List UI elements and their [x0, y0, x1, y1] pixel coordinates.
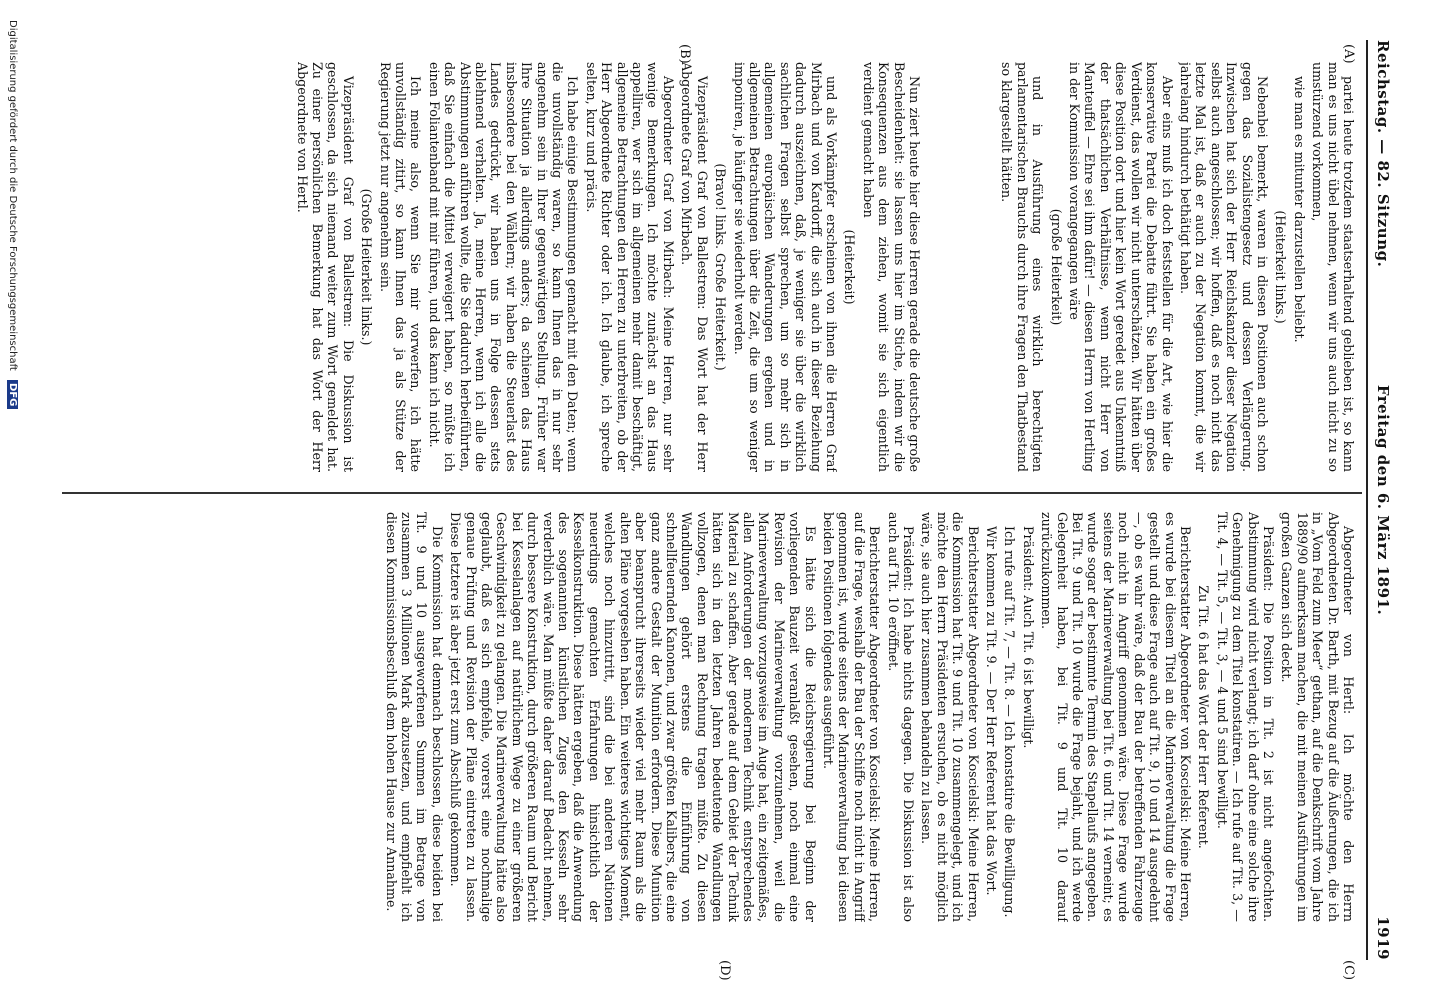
paragraph: und als Vorkämpfer erscheinen von ihnen die Herren Graf Mirbach und von Kardorff, die sich auch in dieser Beziehung dadurch auszeichnen, daß, je weniger sie über die wirklich sachlichen Fragen selbst sprechen, um so mehr sich in allgemeinen europäischen Wanderungen ergehen und in allgemeinen Betrachtungen über die Zeit, die um so weniger imponiren, je häufiger sie wiederholt werden. — [731, 62, 839, 472]
credit-text: Digitalisierung gefördert durch die Deutsche Forschungsgemeinschaft — [7, 20, 18, 371]
header-left: Reichstag. — 82. Sitzung. — [1374, 40, 1392, 268]
page-number: 1919 — [1374, 916, 1392, 960]
page-header — [1370, 40, 1392, 960]
left-column-bottom — [62, 62, 922, 472]
margin-marker-d: (D) — [717, 960, 732, 981]
interjection: (Heiterkeit) — [842, 229, 858, 305]
speaker-paragraph: Abgeordneter von Hertl: Ich möchte den Herrn Abgeordneten Dr. Barth, mit Bezug auf die Äußerungen, die ich in „Vom Feld zum Meer“ gethan, auf die Denkschrift vom Jahre 1889/90 aufmerksam machen, die mit meinen Ausführungen im großen Ganzen sich deckt. — [1279, 512, 1356, 922]
paragraph: Ich habe einige Bestimmungen gemacht mit den Daten; wenn die unvollständig waren, so kann Ihnen das in nur sehr angenehm sein in Ihrer gegenwärtigen Stellung. Früher war Ihre Situation ja allerdings anders; da schienen das Haus insbesondere bei den Wählern; wir haben die Steuerlast des Landes gedrückt, wir haben uns in Folge dessen stets ablehnend verhalten. Ja, meine Herren, wenn ich alle die Abstimmungen anführen wollte, die Sie dadurch herbeiführten, daß Sie einfach die Mittel verweigert haben, so müßte ich einen Foliantenband mit mir führen, und das kann ich nicht. — [426, 62, 581, 472]
margin-marker-a: (A) — [1341, 44, 1356, 64]
speaker-paragraph: Präsident: Ich habe nichts dagegen. Die Diskussion ist also auch auf Tit. 10 eröffnet. — [885, 512, 917, 922]
header-date: Freitag den 6. März 1891. — [1374, 384, 1392, 616]
header-rule — [1366, 40, 1368, 960]
speaker-paragraph: Präsident: Die Position in Tit. 2 ist nicht angefochten. Abstimmung wird nicht verlangt; ich darf ohne eine solche ihre Genehmigung zu dem Titel konstatiren. — Ich rufe auf Tit. 3, — Tit. 4, — Tit. 5, — Tit. 3, — 4 und 5 sind bewilligt. — [1214, 512, 1276, 922]
paragraph: Die Kommission hat demnach beschlossen, diese beiden bei Tit. 9 und 10 ausgeworfenen Summen im Betrage von zusammen 3 Millionen Mark abzusetzen, und empfiehlt ich diesen Kommissionsbeschluß dem hohen Hause zur Annahme. — [383, 512, 445, 922]
paragraph: wie man es mitunter darzustellen beliebt. — [1291, 76, 1307, 343]
margin-marker-c: (C) — [1341, 960, 1356, 981]
speaker-paragraph: Berichterstatter Abgeordneter von Koscielski: Meine Herren, auf die Frage, weshalb der Bau der Schiffe noch nicht in Angriff genommen ist, wurde seitens der Marineverwaltung bei diesen beiden Positionen folgendes ausgeführt. — [821, 512, 883, 922]
interjection: (Heiterkeit links.) — [1273, 210, 1289, 324]
margin-marker-b: (B) — [677, 44, 692, 64]
paragraph: Ich rufe auf Tit. 7, — Tit. 8. — Ich konstatire die Bewilligung. — [1002, 526, 1018, 918]
column-divider — [62, 492, 1362, 494]
speaker-paragraph: Präsident: Auch Tit. 6 ist bewilligt. — [1020, 526, 1036, 749]
interjection: (große Heiterkeit) — [1048, 208, 1064, 326]
interjection: (Bravo! links. Große Heiterkeit.) — [713, 163, 729, 371]
paragraph: und in Ausführung eines wirklich berechtigten parlamentarischen Brauchs durch ihre Fragen den Thatbestand so klargestellt hätten. — [999, 62, 1046, 472]
digitization-credit — [7, 20, 18, 409]
paragraph: Es hätte sich die Reichsregierung bei Beginn der vorliegenden Bauzeit veranlaßt gesehen, noch einmal eine Revision der Marineverwaltung vorzunehmen, weil die Marineverwaltung vorzugsweise im Auge hat, ein zeitgemäßes, allen Anforderungen der modernen Technik entsprechendes Material zu schaffen. Aber gerade auf dem Gebiet der Technik hätten sich in den letzten Jahren bedeutende Wandlungen vollzogen, denen man Rechnung tragen müßte. Zu diesen Wandlungen gehört erstens die Einführung von schnellfeuernden Kanonen, und zwar größten Kalibers, die eine ganz andere Gestalt der Munition erfordern. Diese Munition aber beansprucht ihrerseits wieder viel mehr Raum als die alten Pläne vorgesehen haben. Ein weiteres wichtiges Moment, welches noch hinzutritt, sind die bei anderen Nationen neuerdings gemachten Erfahrungen hinsichtlich der Kesselkonstruktion. Diese hätten ergeben, daß die Anwendung des sogenannten künstlichen Zuges den Kesseln sehr verderblich wäre. Man müßte daher darauf Bedacht nehmen, durch bessere Konstruktion, durch größeren Raum und Bericht bei Kesselanlagen auf natürlichem Wege zu einer größeren Geschwindigkeit zu gelangen. Die Marineverwaltung hätte also geglaubt, daß es sich empfehle, vorerst eine nochmalige genaue Prüfung und Revision der Pläne eintreten zu lassen. Diese letztere ist aber jetzt erst zum Abschluß gekommen. — [448, 512, 818, 922]
speaker-paragraph: Abgeordneter Graf von Mirbach: Meine Herren, nur sehr wenige Bemerkungen. Ich möchte zunächst an das Haus appelliren, wer sich im allgemeinen mehr damit beschäftigt, allgemeine Betrachtungen den Herren zu unterbreiten, ob der Herr Abgeordnete Richter oder ich. Ich glaube, ich spreche selten, kurz und präcis. — [583, 62, 676, 472]
paragraph: Ich meine also, wenn Sie mir vorwerfen, ich hätte unvollständig zitirt, so kann Ihnen das ja als Stütze der Regierung jetzt nur angenehm sein. — [377, 62, 424, 472]
dfg-logo: DFG — [7, 380, 18, 409]
speaker-paragraph: Vizepräsident Graf von Ballestrem: Die Diskussion ist geschlossen, da sich niemand weiter zum Wort gemeldet hat. Zu einer persönlichen Bemerkung hat das Wort der Herr Abgeordnete von Hertl. — [294, 62, 356, 472]
paragraph: Nun ziert heute hier diese Herren gerade die deutsche große Bescheidenheit: sie lassen uns hier im Stiche, indem wir die Konsequenzen aus dem ziehen, womit sie sich eigentlich verdient gemacht haben — [860, 62, 922, 472]
paragraph: Aber eins muß ich doch feststellen für die Art, wie hier die konservative Partei die Debatte führt. Sie haben ein großes Verdienst, das wollen wir nicht unterschätzen. Wir hätten über diese Position dort und hier kein Wort geredet aus Unkenntniß der thatsächlichen Verhältnisse, wenn nicht Herr von Manteuffel — Ehre sei ihm dafür! — diesen Herrn von Hertling in der Kommission vorangegangen wäre — [1067, 62, 1175, 472]
paragraph: Nebenbei bemerkt, waren in diesen Positionen auch schon gegen das Sozialistengesetz und dessen Verlängerung. Inzwischen hat sich der Herr Reichskanzler dieser Negation selbst auch angeschlossen; wir hoffen, daß es noch nicht das letzte Mal ist, daß er auch zu der Negation kommt, die wir jahrelang hindurch bethätigt haben. — [1177, 62, 1270, 472]
speaker-paragraph: Berichterstatter Abgeordneter von Koscielski: Meine Herren, die Kommission hat Tit. 9 und Tit. 10 zusammengelegt, und ich möchte den Herrn Präsidenten ersuchen, ob es nicht möglich wäre, sie auch hier zusammen behandeln zu lassen. — [919, 512, 981, 922]
paragraph: Zu Tit. 6 hat das Wort der Herr Referent. — [1196, 585, 1212, 849]
left-column-top — [936, 62, 1356, 472]
right-column — [66, 512, 1356, 922]
speaker-paragraph: Vizepräsident Graf von Ballestrem: Das Wort hat der Herr Abgeordnete Graf von Mirbach. — [679, 62, 710, 472]
paragraph: partei heute trotzdem staatserhaltend geblieben ist, so kann man es uns nicht übel nehmen, wenn wir uns auch nicht zu so umstürzend vorkommen, — [1310, 62, 1356, 472]
interjection: (Große Heiterkeit links.) — [359, 188, 375, 346]
speaker-paragraph: Berichterstatter Abgeordneter von Koscielski: Meine Herren, es wurde bei diesem Titel an die Marineverwaltung die Frage gestellt und diese Frage auch auf Tit. 9, 10 und 14 ausgedehnt —, ob es wahr wäre, daß der Bau der betreffenden Fahrzeuge noch nicht in Angriff genommen wäre. Diese Frage wurde seitens der Marineverwaltung bei Tit. 6 und Tit. 14 verneint; es wurde sogar der bestimmte Termin des Stapellaufs angegeben. Bei Tit. 9 und Tit. 10 wurde die Frage bejaht, und ich werde Gelegenheit haben, bei Tit. 9 und Tit. 10 darauf zurückzukommen. — [1039, 512, 1193, 922]
paragraph: Wir kommen zu Tit. 9. — Der Herr Referent hat das Wort. — [984, 526, 1000, 896]
